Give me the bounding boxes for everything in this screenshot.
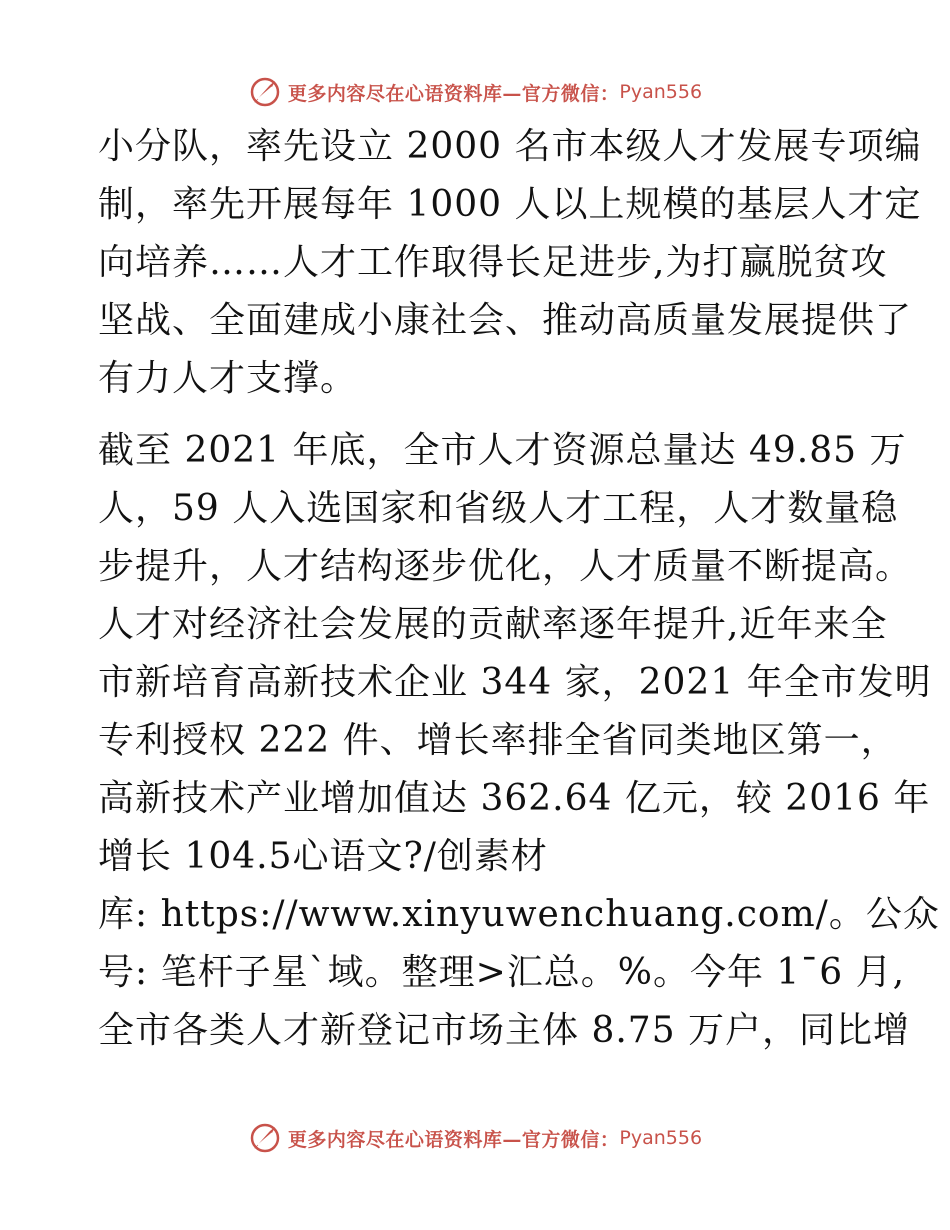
wechat-id: Pyan556 [619, 1127, 703, 1149]
text-line: 有力人才支撑。 [98, 358, 358, 399]
text-line: 坚战、全面建成小康社会、推动高质量发展提供了 [98, 300, 913, 341]
text-line: 高新技术产业增加值达 362.64 亿元，较 2016 年 [98, 778, 931, 819]
banner-title: 更多内容尽在心语资料库—官方微信： [287, 82, 620, 105]
quill-logo-icon [248, 75, 282, 109]
text-line: 人，59 人入选国家和省级人才工程，人才数量稳 [98, 488, 899, 529]
paragraph [98, 126, 922, 416]
banner-title: 更多内容尽在心语资料库—官方微信： [287, 1128, 620, 1151]
text-line: 增长 104.5心语文?/创素材 [98, 836, 548, 877]
text-line: 向培养……人才工作取得长足进步,为打赢脱贫攻 [98, 242, 888, 283]
text-line: 专利授权 222 件、增长率排全省同类地区第一， [98, 720, 898, 761]
text-line: 市新培育高新技术企业 344 家，2021 年全市发明 [98, 662, 932, 703]
text-line: 小分队，率先设立 2000 名市本级人才发展专项编 [98, 126, 922, 167]
text-line: 库: https://www.xinyuwenchuang.com/。公众 [98, 894, 940, 935]
wechat-id: Pyan556 [619, 81, 703, 103]
quill-logo-icon [248, 1121, 282, 1155]
text-line: 号: 笔杆子星`域。整理>汇总。%。今年 1¯6 月, [98, 952, 906, 993]
text-line: 全市各类人才新登记市场主体 8.75 万户，同比增 [98, 1010, 911, 1051]
text-line: 制，率先开展每年 1000 人以上规模的基层人才定 [98, 184, 922, 225]
text-line: 截至 2021 年底，全市人才资源总量达 49.85 万 [98, 430, 907, 471]
document-body [98, 126, 940, 1068]
text-line: 人才对经济社会发展的贡献率逐年提升,近年来全 [98, 604, 888, 645]
paragraph [98, 430, 940, 1068]
text-line: 步提升，人才结构逐步优化，人才质量不断提高。 [98, 546, 913, 587]
footer-banner [0, 1118, 950, 1158]
header-banner [0, 72, 950, 112]
